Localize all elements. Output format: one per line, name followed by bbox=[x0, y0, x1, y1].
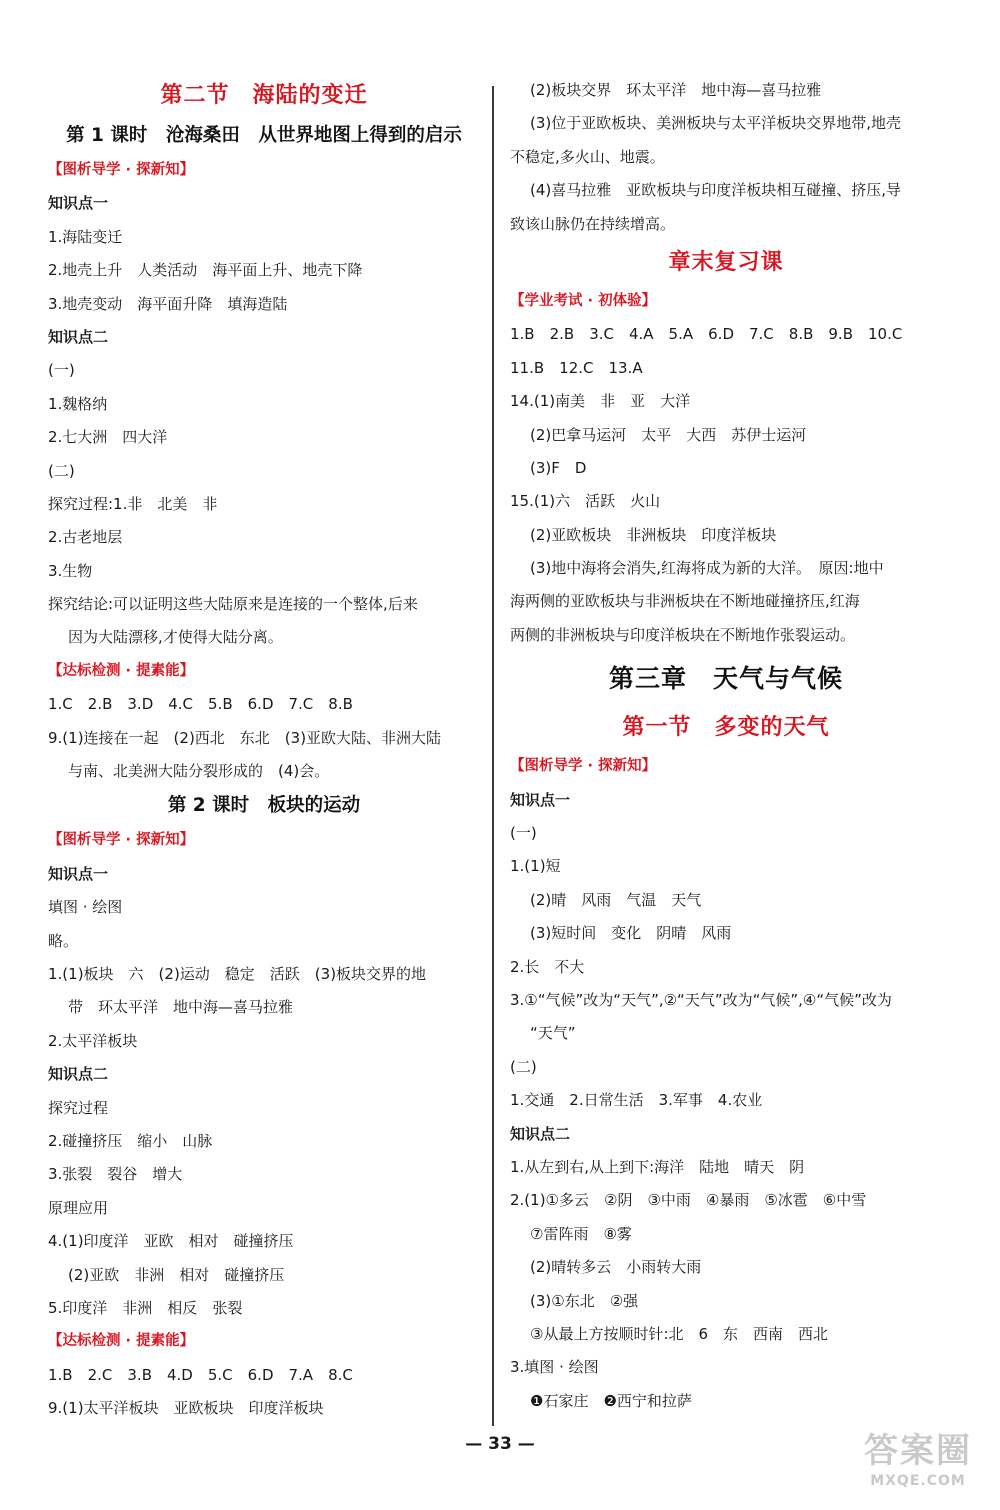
answer-line-indented: (3)短时间 变化 阴晴 风雨 bbox=[530, 924, 732, 943]
right-column bbox=[510, 74, 942, 1418]
answer-line-indented: ❶石家庄 ❷西宁和拉萨 bbox=[530, 1391, 692, 1410]
section-tag: 【图析导学 · 探新知】 bbox=[510, 758, 657, 775]
answer-line: 1.(1)短 bbox=[510, 857, 561, 876]
section-tag: 【图析导学 · 探新知】 bbox=[48, 162, 195, 178]
answer-line: 探究过程:1.非 北美 非 bbox=[48, 494, 218, 513]
answer-line: 2.地壳上升 人类活动 海平面上升、地壳下降 bbox=[48, 261, 363, 280]
answer-line: 1.B 2.B 3.C 4.A 5.A 6.D 7.C 8.B 9.B 10.C bbox=[510, 325, 903, 344]
answer-line: 2.七大洲 四大洋 bbox=[48, 428, 168, 447]
answer-line-indented: (2)巴拿马运河 太平 大西 苏伊士运河 bbox=[530, 425, 807, 444]
lesson-title: 第 1 课时 沧海桑田 从世界地图上得到的启示 bbox=[66, 125, 462, 146]
answer-line: 两侧的非洲板块与印度洋板块在不断地作张裂运动。 bbox=[510, 625, 856, 644]
answer-line: 3.填图 · 绘图 bbox=[510, 1358, 599, 1377]
answer-line: (一) bbox=[48, 361, 75, 380]
answer-line: 探究结论:可以证明这些大陆原来是连接的一个整体,后来 bbox=[48, 595, 418, 614]
answer-line: 9.(1)太平洋板块 亚欧板块 印度洋板块 bbox=[48, 1399, 324, 1418]
section-title: 第二节 海陆的变迁 bbox=[160, 83, 368, 108]
answer-line: 1.交通 2.日常生活 3.军事 4.农业 bbox=[510, 1091, 763, 1110]
answer-line-indented: (2)晴转多云 小雨转大雨 bbox=[530, 1258, 702, 1277]
watermark-text: 答案圈 bbox=[864, 1431, 972, 1471]
knowledge-point-heading: 知识点一 bbox=[510, 790, 571, 809]
section-tag: 【达标检测 · 提素能】 bbox=[48, 1333, 195, 1350]
section-title: 章末复习课 bbox=[668, 249, 784, 275]
answer-line: 2.古老地层 bbox=[48, 528, 123, 547]
answer-line: (二) bbox=[510, 1057, 537, 1076]
answer-line: 2.碰撞挤压 缩小 山脉 bbox=[48, 1131, 213, 1150]
answer-line: 致该山脉仍在持续增高。 bbox=[510, 214, 676, 233]
knowledge-point-heading: 知识点二 bbox=[48, 327, 109, 346]
answer-line-indented: (3)地中海将会消失,红海将成为新的大洋。 原因:地中 bbox=[530, 559, 884, 578]
answer-line-indented: (2)亚欧板块 非洲板块 印度洋板块 bbox=[530, 525, 777, 544]
page-number: — 33 — bbox=[465, 1434, 535, 1454]
answer-line-indented: ⑦雷阵雨 ⑧雾 bbox=[530, 1224, 632, 1243]
answer-line: 4.(1)印度洋 亚欧 相对 碰撞挤压 bbox=[48, 1232, 294, 1251]
answer-line-indented: ③从最上方按顺时针:北 6 东 西南 西北 bbox=[530, 1324, 829, 1343]
answer-line-indented: (3)F D bbox=[530, 458, 587, 477]
answer-line-indented: “天气” bbox=[530, 1024, 576, 1043]
section-tag: 【图析导学 · 探新知】 bbox=[48, 832, 195, 849]
answer-line: 3.张裂 裂谷 增大 bbox=[48, 1165, 183, 1184]
answer-line: 1.(1)板块 六 (2)运动 稳定 活跃 (3)板块交界的地 bbox=[48, 964, 427, 983]
answer-line: 1.魏格纳 bbox=[48, 394, 108, 413]
answer-line: 2.(1)①多云 ②阴 ③中雨 ④暴雨 ⑤冰雹 ⑥中雪 bbox=[510, 1191, 867, 1210]
column-divider bbox=[492, 86, 494, 1426]
answer-line: 9.(1)连接在一起 (2)西北 东北 (3)亚欧大陆、非洲大陆 bbox=[48, 728, 442, 747]
lesson-title: 第 2 课时 板块的运动 bbox=[167, 795, 361, 817]
answer-line: 填图 · 绘图 bbox=[48, 898, 123, 917]
section-title: 第一节 多变的天气 bbox=[622, 715, 830, 741]
watermark-logo bbox=[858, 1430, 978, 1500]
answer-line: (一) bbox=[510, 824, 537, 843]
answer-line: 2.太平洋板块 bbox=[48, 1031, 138, 1050]
answer-line: 3.地壳变动 海平面升降 填海造陆 bbox=[48, 294, 288, 313]
knowledge-point-heading: 知识点二 bbox=[48, 1065, 109, 1084]
answer-line-indented: 带 环太平洋 地中海—喜马拉雅 bbox=[68, 998, 294, 1017]
knowledge-point-heading: 知识点二 bbox=[510, 1124, 571, 1143]
answer-line: 原理应用 bbox=[48, 1198, 109, 1217]
answer-line-indented: (4)喜马拉雅 亚欧板块与印度洋板块相互碰撞、挤压,导 bbox=[530, 181, 902, 200]
section-tag: 【达标检测 · 提素能】 bbox=[48, 662, 195, 679]
answer-line: (二) bbox=[48, 461, 75, 480]
chapter-title: 第三章 天气与气候 bbox=[608, 664, 843, 694]
answer-line-indented: 因为大陆漂移,才使得大陆分离。 bbox=[68, 628, 283, 647]
answer-line-indented: (2)晴 风雨 气温 天气 bbox=[530, 890, 702, 909]
left-column bbox=[48, 74, 480, 1425]
watermark-url: MXQE.COM bbox=[870, 1473, 966, 1489]
section-tag: 【学业考试 · 初体验】 bbox=[510, 292, 657, 309]
answer-line-indented: (3)位于亚欧板块、美洲板块与太平洋板块交界地带,地壳 bbox=[530, 114, 902, 133]
knowledge-point-heading: 知识点一 bbox=[48, 864, 109, 883]
answer-line: 2.长 不大 bbox=[510, 957, 585, 976]
answer-line: 3.①“气候”改为“天气”,②“天气”改为“气候”,④“气候”改为 bbox=[510, 990, 892, 1009]
answer-line: 略。 bbox=[48, 931, 79, 950]
answer-line: 3.生物 bbox=[48, 561, 93, 580]
answer-line-indented: (3)①东北 ②强 bbox=[530, 1291, 639, 1310]
knowledge-point-heading: 知识点一 bbox=[48, 194, 109, 213]
answer-line-indented: 与南、北美洲大陆分裂形成的 (4)会。 bbox=[68, 762, 330, 781]
answer-line: 1.海陆变迁 bbox=[48, 227, 123, 246]
answer-line: 11.B 12.C 13.A bbox=[510, 358, 643, 377]
answer-line: 海两侧的亚欧板块与非洲板块在不断地碰撞挤压,红海 bbox=[510, 592, 860, 611]
answer-line: 5.印度洋 非洲 相反 张裂 bbox=[48, 1298, 243, 1317]
answer-line-indented: (2)板块交界 环太平洋 地中海—喜马拉雅 bbox=[530, 81, 822, 99]
answer-line: 不稳定,多火山、地震。 bbox=[510, 147, 665, 166]
answer-line-indented: (2)亚欧 非洲 相对 碰撞挤压 bbox=[68, 1265, 285, 1284]
answer-line: 15.(1)六 活跃 火山 bbox=[510, 492, 661, 511]
answer-line: 1.从左到右,从上到下:海洋 陆地 晴天 阴 bbox=[510, 1157, 805, 1176]
answer-line: 探究过程 bbox=[48, 1098, 109, 1117]
answer-line: 1.C 2.B 3.D 4.C 5.B 6.D 7.C 8.B bbox=[48, 695, 353, 714]
answer-line: 1.B 2.C 3.B 4.D 5.C 6.D 7.A 8.C bbox=[48, 1365, 353, 1384]
answer-line: 14.(1)南美 非 亚 大洋 bbox=[510, 392, 691, 411]
